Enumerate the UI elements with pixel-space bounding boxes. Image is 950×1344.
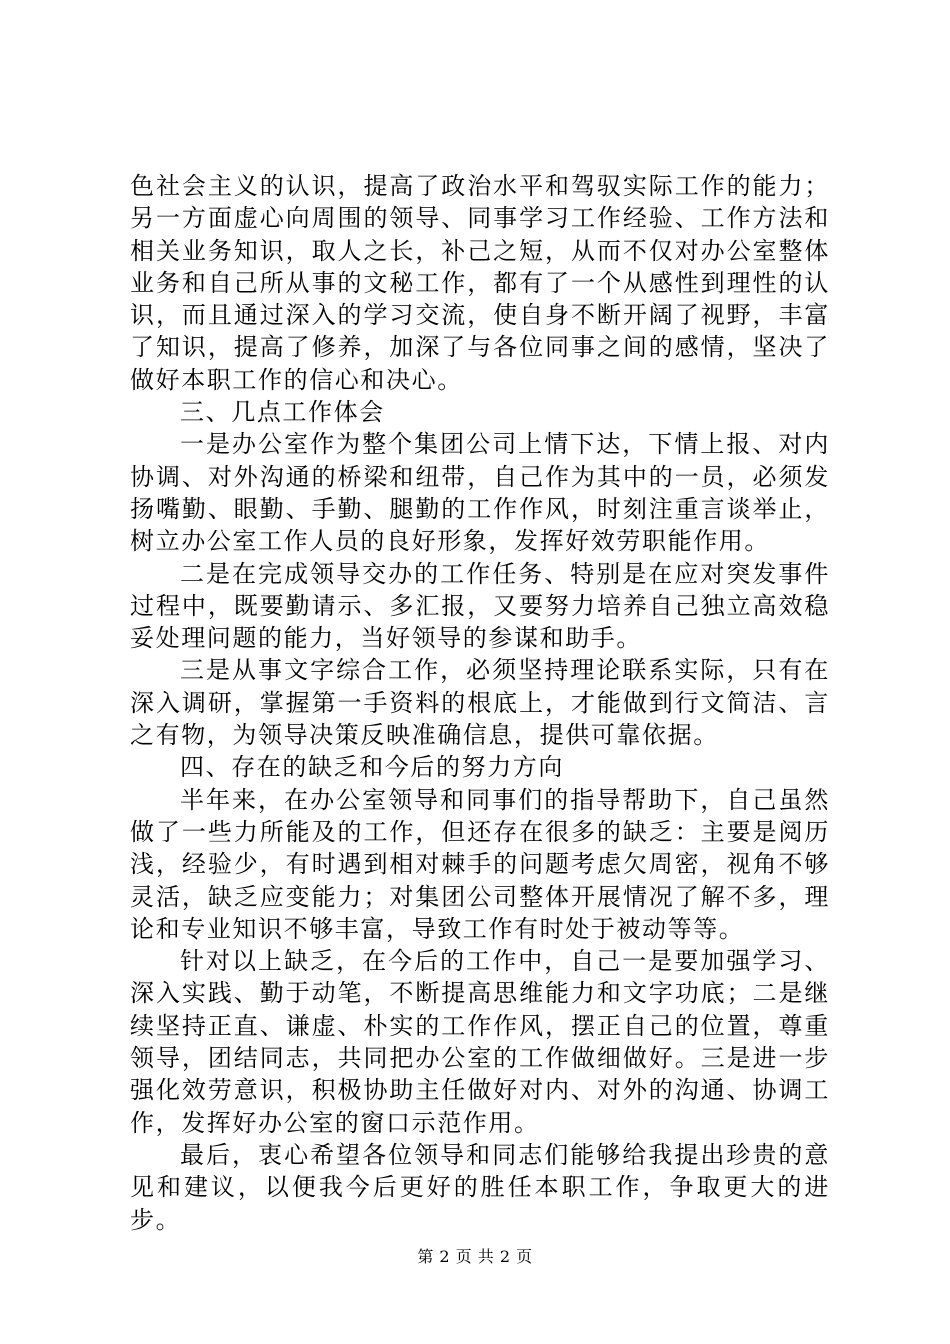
paragraph-experience-2: 二是在完成领导交办的工作任务、特别是在应对突发事件过程中，既要勤请示、多汇报，又要努力培养自己独立高效稳妥处理问题的能力，当好领导的参谋和助手。	[130, 559, 830, 653]
page-footer: 第 2 页 共 2 页	[417, 1247, 533, 1266]
paragraph-shortcomings: 半年来，在办公室领导和同事们的指导帮助下，自己虽然做了一些力所能及的工作，但还存在很多的缺乏：主要是阅历浅，经验少，有时遇到相对棘手的问题考虑欠周密，视角不够灵活，缺乏应变能力；对集团公司整体开展情况了解不多，理论和专业知识不够丰富，导致工作有时处于被动等等。	[130, 785, 830, 943]
paragraph-closing: 最后，衷心希望各位领导和同志们能够给我提出珍贵的意见和建议，以便我今后更好的胜任本职工作，争取更大的进步。	[130, 1140, 830, 1234]
paragraph-continuation: 色社会主义的认识，提高了政治水平和驾驭实际工作的能力；另一方面虚心向周围的领导、同事学习工作经验、工作方法和相关业务知识，取人之长，补己之短，从而不仅对办公室整体业务和自己所从事的文秘工作，都有了一个从感性到理性的认识，而且通过深入的学习交流，使自身不断开阔了视野，丰富了知识，提高了修养，加深了与各位同事之间的感情，坚决了做好本职工作的信心和决心。	[130, 172, 830, 394]
paragraph-experience-1: 一是办公室作为整个集团公司上情下达，下情上报、对内协调、对外沟通的桥梁和纽带，自己作为其中的一员，必须发扬嘴勤、眼勤、手勤、腿勤的工作作风，时刻注重言谈举止，树立办公室工作人员的良好形象，发挥好效劳职能作用。	[130, 430, 830, 556]
section-heading-4: 四、存在的缺乏和今后的努力方向	[180, 753, 564, 782]
paragraph-improvements: 针对以上缺乏，在今后的工作中，自己一是要加强学习、深入实践、勤于动笔，不断提高思维能力和文字功底；二是继续坚持正直、谦虚、朴实的工作作风，摆正自己的位置，尊重领导，团结同志，共同把办公室的工作做细做好。三是进一步强化效劳意识，积极协助主任做好对内、对外的沟通、协调工作，发挥好办公室的窗口示范作用。	[130, 947, 830, 1137]
section-heading-3: 三、几点工作体会	[180, 398, 385, 427]
document-body	[130, 170, 830, 1236]
paragraph-experience-3: 三是从事文字综合工作，必须坚持理论联系实际，只有在深入调研，掌握第一手资料的根底上，才能做到行文简洁、言之有物，为领导决策反映准确信息，提供可靠依据。	[130, 656, 830, 750]
